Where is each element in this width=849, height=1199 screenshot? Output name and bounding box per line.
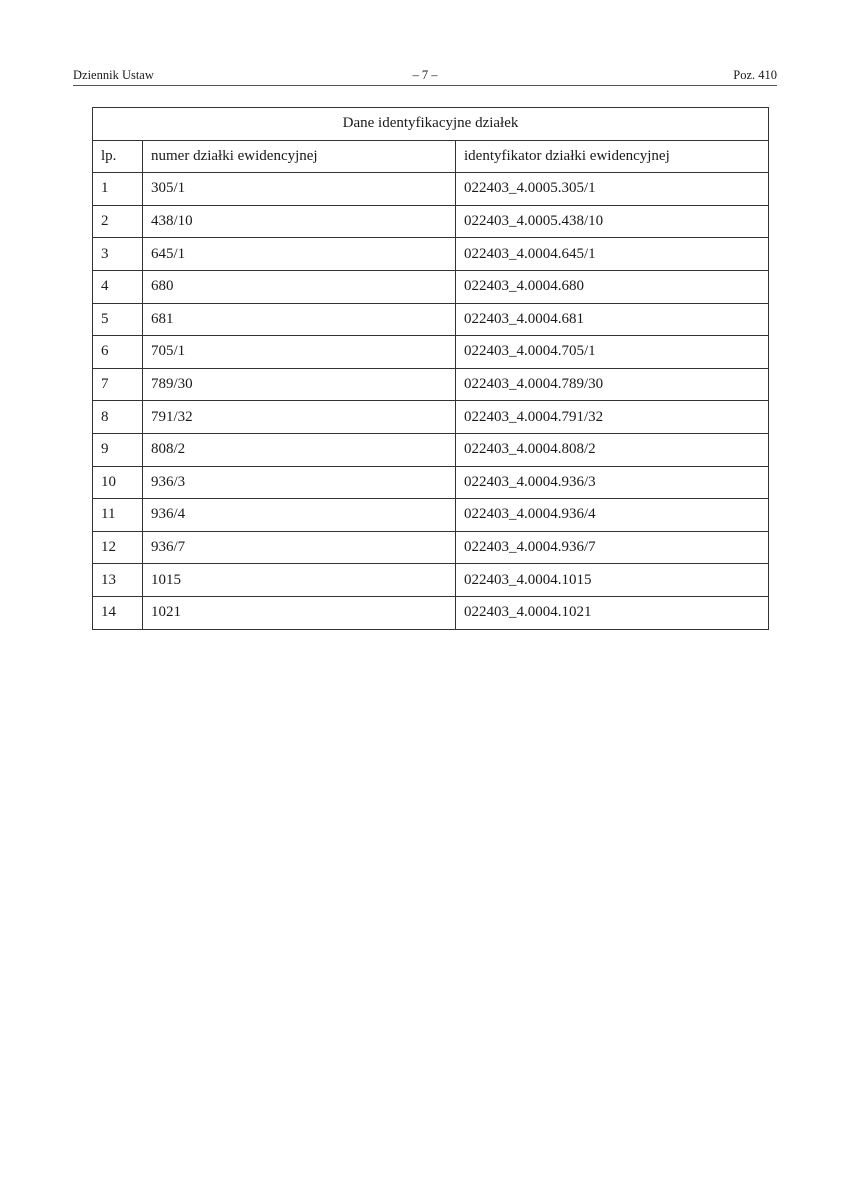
cell-parcel-identifier: 022403_4.0004.936/7	[456, 531, 769, 564]
cell-parcel-number: 305/1	[143, 173, 456, 206]
cell-lp: 1	[93, 173, 143, 206]
cell-parcel-identifier: 022403_4.0005.305/1	[456, 173, 769, 206]
cell-parcel-number: 936/3	[143, 466, 456, 499]
cell-lp: 3	[93, 238, 143, 271]
cell-parcel-number: 438/10	[143, 205, 456, 238]
cell-parcel-identifier: 022403_4.0004.789/30	[456, 368, 769, 401]
cell-lp: 9	[93, 433, 143, 466]
parcels-table	[92, 107, 769, 630]
table-row	[93, 336, 769, 369]
parcels-table-container	[92, 107, 768, 630]
cell-lp: 10	[93, 466, 143, 499]
cell-parcel-identifier: 022403_4.0004.645/1	[456, 238, 769, 271]
table-row	[93, 303, 769, 336]
table-row	[93, 401, 769, 434]
page-number: – 7 –	[412, 68, 438, 82]
cell-parcel-identifier: 022403_4.0004.808/2	[456, 433, 769, 466]
table-row	[93, 238, 769, 271]
cell-lp: 8	[93, 401, 143, 434]
cell-parcel-identifier: 022403_4.0004.705/1	[456, 336, 769, 369]
cell-parcel-number: 681	[143, 303, 456, 336]
cell-parcel-number: 1021	[143, 596, 456, 629]
page-header	[73, 66, 777, 86]
cell-parcel-identifier: 022403_4.0004.936/3	[456, 466, 769, 499]
cell-parcel-number: 789/30	[143, 368, 456, 401]
table-row	[93, 368, 769, 401]
cell-parcel-identifier: 022403_4.0004.791/32	[456, 401, 769, 434]
cell-parcel-number: 1015	[143, 564, 456, 597]
column-header-parcel-identifier: identyfikator działki ewidencyjnej	[456, 140, 769, 173]
cell-parcel-number: 936/4	[143, 499, 456, 532]
position-number: Poz. 410	[733, 68, 777, 82]
table-header-row	[93, 140, 769, 173]
cell-parcel-number: 680	[143, 270, 456, 303]
table-row	[93, 564, 769, 597]
cell-parcel-number: 791/32	[143, 401, 456, 434]
cell-parcel-number: 936/7	[143, 531, 456, 564]
cell-lp: 12	[93, 531, 143, 564]
cell-lp: 7	[93, 368, 143, 401]
cell-lp: 2	[93, 205, 143, 238]
cell-parcel-identifier: 022403_4.0004.936/4	[456, 499, 769, 532]
cell-parcel-identifier: 022403_4.0004.1015	[456, 564, 769, 597]
table-body	[93, 173, 769, 629]
column-header-lp: lp.	[93, 140, 143, 173]
cell-lp: 6	[93, 336, 143, 369]
cell-parcel-identifier: 022403_4.0004.680	[456, 270, 769, 303]
table-row	[93, 205, 769, 238]
table-row	[93, 173, 769, 206]
column-header-parcel-number: numer działki ewidencyjnej	[143, 140, 456, 173]
cell-lp: 11	[93, 499, 143, 532]
table-row	[93, 596, 769, 629]
table-row	[93, 531, 769, 564]
cell-lp: 13	[93, 564, 143, 597]
table-row	[93, 466, 769, 499]
table-row	[93, 433, 769, 466]
cell-parcel-identifier: 022403_4.0004.1021	[456, 596, 769, 629]
cell-parcel-identifier: 022403_4.0005.438/10	[456, 205, 769, 238]
table-caption-row	[93, 108, 769, 141]
cell-lp: 4	[93, 270, 143, 303]
cell-parcel-number: 645/1	[143, 238, 456, 271]
table-row	[93, 270, 769, 303]
journal-title: Dziennik Ustaw	[73, 68, 154, 82]
cell-parcel-number: 808/2	[143, 433, 456, 466]
cell-parcel-identifier: 022403_4.0004.681	[456, 303, 769, 336]
cell-lp: 5	[93, 303, 143, 336]
cell-parcel-number: 705/1	[143, 336, 456, 369]
table-row	[93, 499, 769, 532]
cell-lp: 14	[93, 596, 143, 629]
table-caption: Dane identyfikacyjne działek	[93, 108, 769, 141]
